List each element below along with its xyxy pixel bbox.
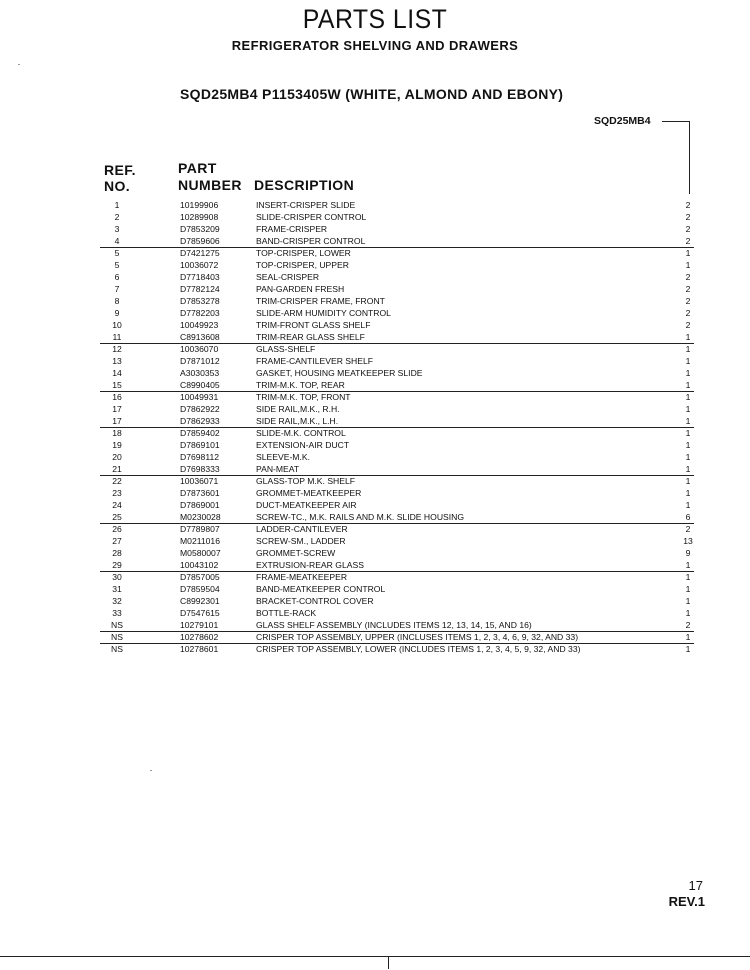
part-number-cell: C8990405 [180,380,220,390]
quantity-cell: 1 [685,632,691,642]
quantity-cell: 2 [685,284,691,294]
part-number-cell: 10278601 [180,644,219,654]
parts-table [0,200,750,656]
table-row [0,452,750,464]
quantity-column-rule [689,121,690,194]
table-row [0,320,750,332]
part-number-cell: D7857005 [180,572,220,582]
description-cell: SCREW-SM., LADDER [256,536,346,546]
part-number-cell: D7869101 [180,440,220,450]
ref-cell: 22 [112,476,122,486]
quantity-cell: 1 [685,500,691,510]
description-cell: SLEEVE-M.K. [256,452,310,462]
quantity-cell: 2 [685,200,691,210]
ref-cell: 28 [112,548,122,558]
ref-cell: 33 [112,608,122,618]
part-number-cell: D7698112 [180,452,220,462]
description-cell: LADDER-CANTILEVER [256,524,348,534]
part-number-cell: D7873601 [180,488,220,498]
table-row [0,428,750,440]
quantity-cell: 1 [685,344,691,354]
part-number-cell: 10199906 [180,200,219,210]
quantity-cell: 1 [685,404,691,414]
part-number-cell: D7862922 [180,404,220,414]
quantity-cell: 1 [685,596,691,606]
ref-cell: 7 [114,284,120,294]
part-number-cell: 10289908 [180,212,219,222]
ref-cell: 1 [114,200,120,210]
table-row [0,608,750,620]
table-row [0,296,750,308]
description-cell: FRAME-CANTILEVER SHELF [256,356,373,366]
table-row [0,224,750,236]
quantity-cell: 1 [685,644,691,654]
quantity-cell: 2 [685,236,691,246]
description-cell: BAND-CRISPER CONTROL [256,236,366,246]
table-row [0,440,750,452]
table-row [0,536,750,548]
ref-cell: 18 [112,428,122,438]
header-part-line2: NUMBER [178,177,242,193]
description-cell: SCREW-TC., M.K. RAILS AND M.K. SLIDE HOUSING [256,512,465,522]
ref-cell: 30 [112,572,122,582]
ref-cell: 21 [112,464,122,474]
part-number-cell: D7421275 [180,248,220,258]
part-number-cell: 10036070 [180,344,219,354]
quantity-cell: 1 [685,488,691,498]
description-cell: SLIDE-ARM HUMIDITY CONTROL [256,308,391,318]
ref-cell: 17 [112,416,122,426]
ref-cell: 5 [114,248,120,258]
quantity-cell: 2 [685,320,691,330]
description-cell: INSERT-CRISPER SLIDE [256,200,356,210]
ref-cell: 32 [112,596,122,606]
model-line: SQD25MB4 P1153405W (WHITE, ALMOND AND EBONY) [180,86,564,102]
table-row [0,308,750,320]
description-cell: GROMMET-SCREW [256,548,336,558]
ref-cell: 6 [114,272,120,282]
description-cell: SLIDE-CRISPER CONTROL [256,212,367,222]
table-row [0,596,750,608]
description-cell: FRAME-CRISPER [256,224,328,234]
description-cell: GLASS-TOP M.K. SHELF [256,476,356,486]
quantity-cell: 2 [685,308,691,318]
table-row [0,404,750,416]
ref-cell: 12 [112,344,122,354]
bottom-rule [0,956,750,957]
quantity-cell: 1 [685,416,691,426]
ref-cell: NS [111,632,123,642]
table-row [0,284,750,296]
part-number-cell: A3030353 [180,368,220,378]
ref-cell: 3 [114,224,120,234]
quantity-cell: 6 [685,512,691,522]
ref-cell: 27 [112,536,122,546]
description-cell: BRACKET-CONTROL COVER [256,596,374,606]
quantity-cell: 1 [685,476,691,486]
quantity-cell: 2 [685,620,691,630]
table-row [0,548,750,560]
ref-cell: 14 [112,368,122,378]
description-cell: TRIM-FRONT GLASS SHELF [256,320,371,330]
table-row [0,392,750,404]
ref-cell: 19 [112,440,122,450]
quantity-cell: 9 [685,548,691,558]
description-cell: GROMMET-MEATKEEPER [256,488,362,498]
part-number-cell: D7859504 [180,584,220,594]
quantity-cell: 1 [685,452,691,462]
description-cell: TRIM-M.K. TOP, FRONT [256,392,351,402]
ref-cell: 15 [112,380,122,390]
description-cell: GLASS-SHELF [256,344,316,354]
ref-cell: 26 [112,524,122,534]
description-cell: SIDE RAIL,M.K., R.H. [256,404,340,414]
page-number: 17 [688,878,703,893]
table-row [0,488,750,500]
description-cell: TRIM-REAR GLASS SHELF [256,332,365,342]
part-number-cell: D7853278 [180,296,220,306]
description-cell: FRAME-MEATKEEPER [256,572,348,582]
ref-cell: 2 [114,212,120,222]
table-row [0,260,750,272]
ref-cell: 8 [114,296,120,306]
table-row [0,644,750,656]
quantity-cell: 1 [685,380,691,390]
ref-cell: 5 [114,260,120,270]
table-row [0,524,750,536]
part-number-cell: D7789807 [180,524,220,534]
description-cell: TOP-CRISPER, UPPER [256,260,349,270]
ref-cell: 24 [112,500,122,510]
part-number-cell: 10043102 [180,560,219,570]
ref-cell: 9 [114,308,120,318]
description-cell: SEAL-CRISPER [256,272,320,282]
quantity-cell: 1 [685,368,691,378]
part-number-cell: M0230028 [180,512,221,522]
part-number-cell: D7718403 [180,272,220,282]
quantity-cell: 1 [685,332,691,342]
table-row [0,272,750,284]
ref-cell: 10 [112,320,122,330]
table-row [0,584,750,596]
part-number-cell: D7869001 [180,500,220,510]
part-number-cell: M0211016 [180,536,220,546]
part-number-cell: D7859402 [180,428,220,438]
quantity-cell: 1 [685,572,691,582]
description-cell: BOTTLE-RACK [256,608,317,618]
part-number-cell: M0580007 [180,548,221,558]
header-part-line1: PART [178,160,217,176]
part-number-cell: D7853209 [180,224,220,234]
ref-cell: 13 [112,356,122,366]
part-number-cell: D7547615 [180,608,220,618]
page-title: PARTS LIST [302,4,448,34]
table-row [0,368,750,380]
description-cell: CRISPER TOP ASSEMBLY, UPPER (INCLUSES ITEMS 1, 2, 3, 4, 6, 9, 32, AND 33) [256,632,579,642]
part-number-cell: 10278602 [180,632,219,642]
quantity-cell: 1 [685,248,691,258]
scan-speck [18,64,20,65]
description-cell: BAND-MEATKEEPER CONTROL [256,584,386,594]
description-cell: SLIDE-M.K. CONTROL [256,428,346,438]
quantity-cell: 2 [685,212,691,222]
ref-cell: NS [111,620,123,630]
description-cell: SIDE RAIL,M.K., L.H. [256,416,339,426]
page-subtitle: REFRIGERATOR SHELVING AND DRAWERS [231,38,519,53]
ref-cell: 17 [112,404,122,414]
description-cell: TOP-CRISPER, LOWER [256,248,351,258]
header-ref-line2: NO. [104,178,131,194]
ref-cell: NS [111,644,123,654]
part-number-cell: C8913608 [180,332,220,342]
ref-cell: 11 [112,332,122,342]
description-cell: DUCT-MEATKEEPER AIR [256,500,357,510]
part-number-cell: D7859606 [180,236,220,246]
description-cell: EXTENSION-AIR DUCT [256,440,350,450]
ref-cell: 16 [112,392,122,402]
quantity-cell: 2 [685,296,691,306]
ref-cell: 25 [112,512,122,522]
quantity-cell: 1 [685,464,691,474]
ref-cell: 29 [112,560,122,570]
header-description: DESCRIPTION [254,177,355,193]
ref-cell: 4 [114,236,120,246]
table-row [0,200,750,212]
description-cell: EXTRUSION-REAR GLASS [256,560,364,570]
ref-cell: 31 [112,584,122,594]
description-cell: PAN-GARDEN FRESH [256,284,345,294]
description-cell: CRISPER TOP ASSEMBLY, LOWER (INCLUDES ITEMS 1, 2, 3, 4, 5, 9, 32, AND 33) [256,644,581,654]
quantity-cell: 2 [685,524,691,534]
part-number-cell: D7782203 [180,308,220,318]
description-cell: PAN-MEAT [256,464,300,474]
quantity-cell: 1 [685,440,691,450]
quantity-cell: 1 [685,584,691,594]
part-number-cell: 10049931 [180,392,219,402]
quantity-cell: 13 [683,536,693,546]
description-cell: GASKET, HOUSING MEATKEEPER SLIDE [256,368,423,378]
ref-cell: 20 [112,452,122,462]
part-number-cell: D7862933 [180,416,220,426]
ref-cell: 23 [112,488,122,498]
model-code-leader-line [662,121,690,122]
quantity-cell: 2 [685,224,691,234]
part-number-cell: 10036071 [180,476,219,486]
quantity-cell: 1 [685,428,691,438]
part-number-cell: D7698333 [180,464,220,474]
table-row [0,248,750,260]
part-number-cell: 10049923 [180,320,219,330]
scan-speck [150,770,152,771]
table-row [0,572,750,584]
revision-label: REV.1 [668,894,705,909]
table-row [0,500,750,512]
part-number-cell: 10036072 [180,260,219,270]
quantity-cell: 1 [685,608,691,618]
part-number-cell: D7871012 [180,356,220,366]
quantity-cell: 1 [685,392,691,402]
table-row [0,356,750,368]
quantity-cell: 2 [685,272,691,282]
quantity-cell: 1 [685,560,691,570]
part-number-cell: C8992301 [180,596,220,606]
bottom-tick-mark [388,957,389,969]
description-cell: TRIM-M.K. TOP, REAR [256,380,345,390]
header-ref-line1: REF. [104,162,136,178]
description-cell: GLASS SHELF ASSEMBLY (INCLUDES ITEMS 12, 13, 14, 15, AND 16) [256,620,532,630]
table-row [0,212,750,224]
table-row [0,476,750,488]
part-number-cell: D7782124 [180,284,220,294]
model-code-label: SQD25MB4 [594,115,651,127]
description-cell: TRIM-CRISPER FRAME, FRONT [256,296,385,306]
quantity-cell: 1 [685,356,691,366]
table-row [0,344,750,356]
quantity-cell: 1 [685,260,691,270]
part-number-cell: 10279101 [180,620,219,630]
